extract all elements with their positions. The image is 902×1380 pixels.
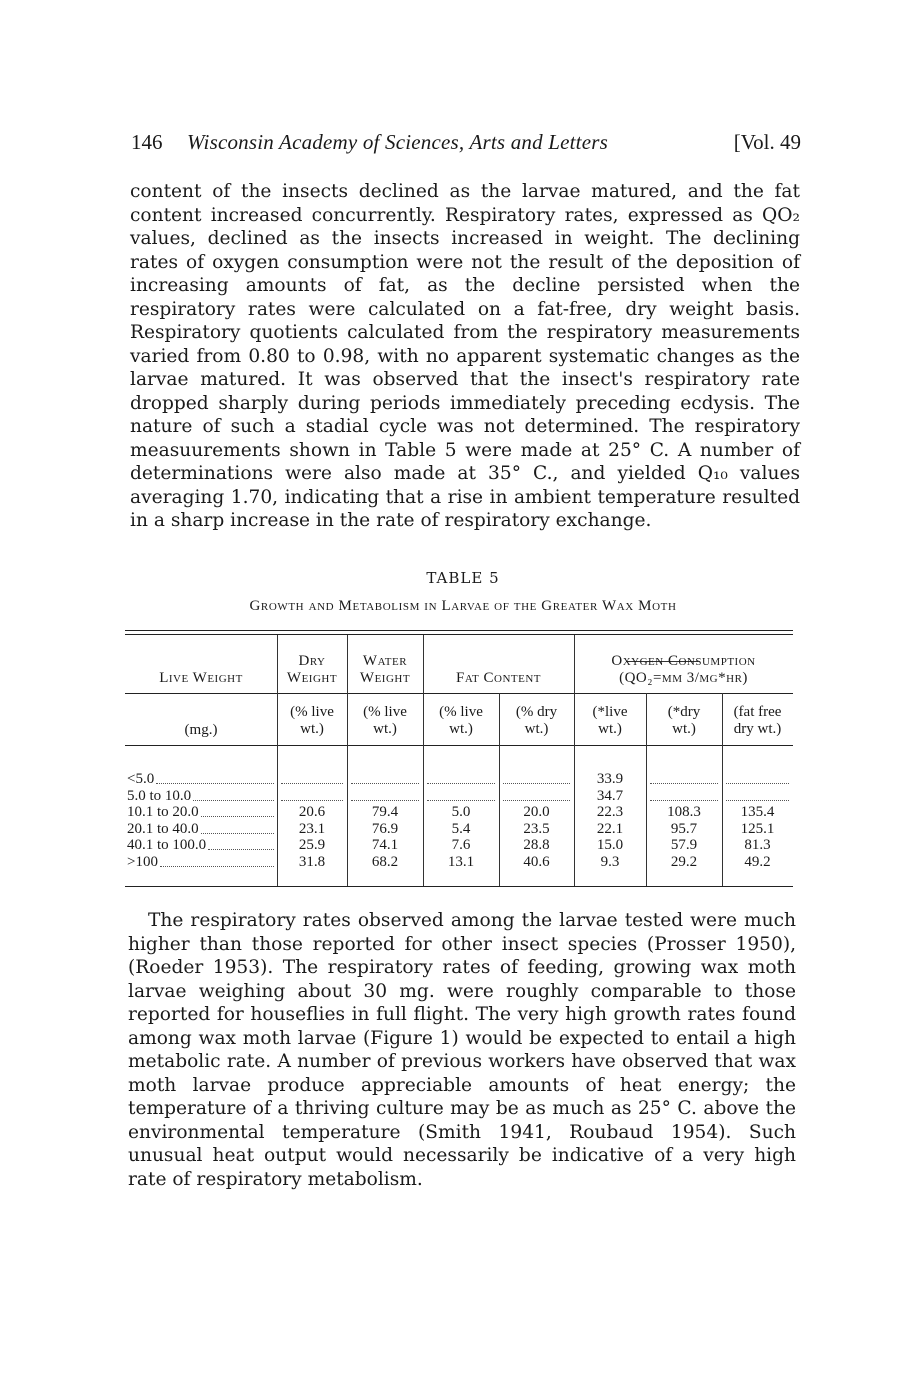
unit-o2-fatfree-2: dry wt.) <box>733 721 782 737</box>
table-label: TABLE 5 <box>426 569 500 587</box>
empty-cell-leader <box>351 783 419 784</box>
cell-o2-live: 22.3 <box>596 804 624 820</box>
cell-fat-dry: 40.6 <box>523 853 550 870</box>
empty-cell-leader <box>503 783 570 784</box>
cell-o2-dry: 108.3 <box>667 804 701 820</box>
row-label-leader <box>201 833 274 834</box>
table-top-rule-1 <box>125 630 793 631</box>
empty-cell-leader <box>427 800 495 801</box>
row-label: <5.0 <box>127 771 155 787</box>
cell-o2-fatfree: 81.3 <box>744 837 771 853</box>
unit-live-weight: (mg.) <box>184 722 218 738</box>
cell-water: 74.1 <box>371 837 399 853</box>
unit-o2-live-2: wt.) <box>598 721 622 737</box>
cell-o2-fatfree: 49.2 <box>744 853 771 870</box>
unit-dry-weight-1: (% live <box>290 704 334 720</box>
empty-cell-leader <box>351 800 419 801</box>
empty-cell-leader <box>650 800 718 801</box>
cell-o2-fatfree: 125.1 <box>740 820 775 837</box>
cell-dry: 25.9 <box>298 837 326 853</box>
cell-dry: 31.8 <box>298 853 326 870</box>
unit-o2-live-1: (*live <box>592 704 628 720</box>
cell-o2-live: 34.7 <box>596 787 624 804</box>
table-title: Growth and Metabolism in Larvae of the Greater Wax Moth <box>249 598 677 614</box>
cell-water: 68.2 <box>371 853 399 870</box>
unit-o2-fatfree-1: (fat free <box>733 704 782 720</box>
row-label-leader <box>156 783 274 784</box>
cell-fat-live: 7.6 <box>451 837 471 853</box>
cell-o2-dry: 57.9 <box>670 837 698 853</box>
cell-fat-live: 13.1 <box>447 853 475 870</box>
header-rule <box>125 693 793 694</box>
table-top-rule-2 <box>125 634 793 635</box>
cell-fat-dry: 28.8 <box>523 837 550 853</box>
header-oxygen-units: (QO₂=mm 3/mg*hr) <box>619 670 748 686</box>
table-bottom-rule <box>125 886 793 887</box>
empty-cell-leader <box>281 783 343 784</box>
row-label: 5.0 to 10.0 <box>127 787 192 804</box>
data-table <box>125 630 793 890</box>
cell-o2-dry: 29.2 <box>670 853 698 870</box>
cell-fat-dry: 23.5 <box>523 820 550 837</box>
volume-number: [Vol. 49 <box>733 130 801 154</box>
header-fat-content: Fat Content <box>455 670 542 686</box>
cell-o2-dry: 95.7 <box>670 820 698 837</box>
unit-fat-dry-1: (% dry <box>515 704 558 720</box>
cell-water: 79.4 <box>371 804 399 820</box>
empty-cell-leader <box>503 800 570 801</box>
body-paragraph-2: The respiratory rates observed among the larvae tested were much higher than those reported for other insect species (Prosser 1950), (Roeder 1953). The respiratory rates of feeding, growing wax moth larvae weighing about 30 mg. were roughly comparable to those reported for houseflies in full flight. The very high growth rates found among wax moth larvae (Figure 1) would be expected to entail a high metabolic rate. A number of previous workers have observed that wax moth larvae produce appreciable amounts of heat energy; the temperature of a thriving culture may be as much as 25° C. above the environmental temperature (Smith 1941, Roubaud 1954). Such unusual heat output would necessarily be indicative of a very high rate of respiratory metabolism. <box>128 910 796 1190</box>
header-water-weight-2: Weight <box>359 670 411 686</box>
row-label-leader <box>201 816 274 817</box>
row-label-leader <box>208 849 274 850</box>
body-paragraph-1: content of the insects declined as the larvae matured, and the fat content increased concurrently. Respiratory rates, expressed as QO₂ values, declined as the insects increased in weight. The declining rates of oxygen consumption were not the result of the deposition of increasing amounts of fat, as the decline persisted when the respiratory rates were calculated on a fat-free, dry weight basis. Respiratory quotients calculated from the respiratory measurements varied from 0.80 to 0.98, with no apparent systematic changes as the larvae matured. It was observed that the insect's respiratory rate dropped sharply during periods immediately preceding ecdysis. The nature of such a stadial cycle was not determined. The respiratory measuurements shown in Table 5 were made at 25° C. A number of determinations were also made at 35° C., and yielded Q₁₀ values averaging 1.70, indicating that a rise in ambient temperature resulted in a sharp increase in the rate of respiratory exchange. <box>130 181 800 531</box>
cell-o2-live: 9.3 <box>600 853 620 870</box>
empty-cell-leader <box>281 800 343 801</box>
row-label: 20.1 to 40.0 <box>127 820 199 837</box>
header-oxygen-consumption: Oxygen Consumption <box>611 653 756 669</box>
header-dry-weight-1: Dry <box>298 653 326 669</box>
cell-fat-live: 5.4 <box>451 820 471 837</box>
header-water-weight-1: Water <box>362 653 408 669</box>
unit-o2-dry-1: (*dry <box>667 704 701 720</box>
running-head <box>131 130 801 160</box>
empty-cell-leader <box>650 783 718 784</box>
row-label: 40.1 to 100.0 <box>127 837 207 853</box>
row-label: 10.1 to 20.0 <box>127 804 199 820</box>
unit-water-weight-1: (% live <box>363 704 407 720</box>
cell-dry: 20.6 <box>298 804 326 820</box>
empty-cell-leader <box>726 800 789 801</box>
row-label: >100 <box>127 853 158 870</box>
row-label-leader <box>160 866 274 867</box>
cell-o2-live: 15.0 <box>596 837 624 853</box>
unit-fat-live-2: wt.) <box>449 721 473 737</box>
unit-dry-weight-2: wt.) <box>300 721 324 737</box>
journal-title: Wisconsin Academy of Sciences, Arts and Letters <box>187 130 608 154</box>
cell-fat-live: 5.0 <box>451 804 471 820</box>
cell-o2-live: 22.1 <box>596 820 624 837</box>
cell-water: 76.9 <box>371 820 399 837</box>
unit-fat-live-1: (% live <box>439 704 483 720</box>
header-dry-weight-2: Weight <box>286 670 338 686</box>
empty-cell-leader <box>726 783 789 784</box>
page-number: 146 <box>131 130 163 154</box>
header-live-weight: Live Weight <box>159 670 243 686</box>
cell-o2-live: 33.9 <box>596 771 624 787</box>
unit-fat-dry-2: wt.) <box>524 721 549 737</box>
empty-cell-leader <box>427 783 495 784</box>
unit-rule <box>125 745 793 746</box>
cell-dry: 23.1 <box>298 820 326 837</box>
cell-fat-dry: 20.0 <box>523 804 550 820</box>
unit-water-weight-2: wt.) <box>373 721 397 737</box>
unit-o2-dry-2: wt.) <box>672 721 696 737</box>
row-label-leader <box>193 800 274 801</box>
cell-o2-fatfree: 135.4 <box>740 804 775 820</box>
